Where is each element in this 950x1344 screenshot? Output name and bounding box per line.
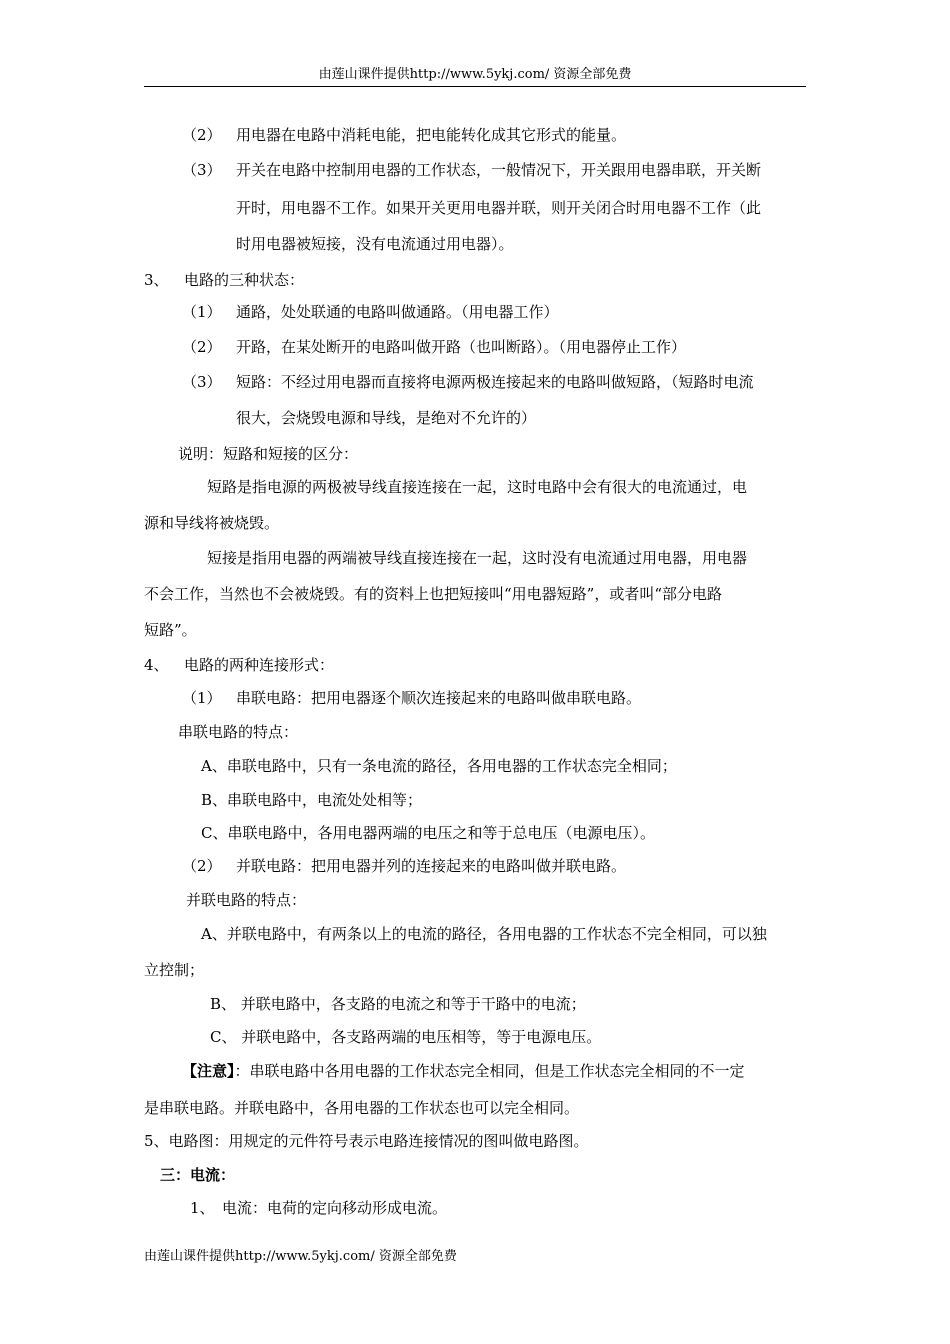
state-2	[144, 337, 806, 357]
item-text: 开路，在某处断开的电路叫做开路（也叫断路）。（用电器停止工作）	[236, 338, 687, 356]
short-connect-paragraph-cont: 短路”。	[144, 621, 197, 639]
short-circuit-paragraph: 短路是指电源的两极被导线直接连接在一起，这时电路中会有很大的电流通过，电	[207, 478, 748, 496]
attention-label: 【注意】	[182, 1062, 235, 1080]
item-number: （2）	[182, 126, 222, 144]
note-title: 说明：短路和短接的区分：	[178, 445, 359, 463]
series-definition	[144, 688, 806, 708]
section-current-heading: 三：电流：	[160, 1166, 236, 1184]
parallel-feature-a-cont: 立控制；	[144, 961, 205, 979]
item-number: （3）	[182, 373, 222, 391]
parallel-feature-c: C、 并联电路中，各支路两端的电压相等，等于电源电压。	[210, 1028, 602, 1046]
series-feature-a: A、串联电路中，只有一条电流的路径，各用电器的工作状态完全相同；	[201, 757, 677, 775]
current-item-1	[190, 1198, 852, 1218]
short-circuit-paragraph-cont: 源和导线将被烧毁。	[144, 514, 280, 532]
series-feature-b: B、串联电路中，电流处处相等；	[201, 791, 423, 809]
item-text: 电流：电荷的定向移动形成电流。	[222, 1199, 448, 1217]
parallel-feature-a: A、并联电路中，有两条以上的电流的路径，各用电器的工作状态不完全相同，可以独	[201, 925, 767, 943]
parallel-feature-b: B、 并联电路中，各支路的电流之和等于干路中的电流；	[210, 995, 586, 1013]
section-4-heading	[144, 655, 806, 675]
attention-note-cont: 是串联电路。并联电路中，各用电器的工作状态也可以完全相同。	[144, 1099, 580, 1117]
item-number: （1）	[182, 303, 222, 321]
parallel-features-title: 并联电路的特点：	[186, 891, 307, 909]
page-header: 由莲山课件提供http://www.5ykj.com/ 资源全部免费	[318, 67, 632, 82]
item-2	[144, 125, 806, 145]
item-text: 开关在电路中控制用电器的工作状态，一般情况下，开关跟用电器串联，开关断	[236, 161, 762, 179]
item-text: 通路，处处联通的电路叫做通路。（用电器工作）	[236, 303, 559, 321]
item-text: 用电器在电路中消耗电能，把电能转化成其它形式的能量。	[236, 126, 627, 144]
item-3	[144, 160, 806, 180]
series-feature-c: C、串联电路中，各用电器两端的电压之和等于总电压（电源电压）。	[201, 824, 655, 842]
item-number: 1、	[190, 1199, 215, 1217]
section-3-heading	[144, 270, 806, 290]
item-number: （2）	[182, 857, 222, 875]
state-3-continuation: 很大，会烧毁电源和导线，是绝对不允许的）	[236, 409, 537, 427]
item-number: （2）	[182, 338, 222, 356]
header-divider	[144, 86, 806, 87]
item-number: （1）	[182, 689, 222, 707]
short-connect-paragraph: 短接是指用电器的两端被导线直接连接在一起，这时没有电流通过用电器，用电器	[207, 549, 748, 567]
state-1	[144, 302, 806, 322]
item-text: 串联电路：把用电器逐个顺次连接起来的电路叫做串联电路。	[236, 689, 642, 707]
item-3-continuation: 时用电器被短接，没有电流通过用电器）。	[236, 235, 514, 253]
section-number: 4、	[144, 656, 169, 674]
parallel-definition	[144, 856, 806, 876]
series-features-title: 串联电路的特点：	[178, 723, 299, 741]
section-number: 3、	[144, 271, 169, 289]
item-3-continuation: 开时，用电器不工作。如果开关更用电器并联，则开关闭合时用电器不工作（此	[236, 199, 762, 217]
attention-note	[182, 1061, 806, 1081]
item-text: 并联电路：把用电器并列的连接起来的电路叫做并联电路。	[236, 857, 627, 875]
state-3	[144, 372, 806, 392]
section-title: 电路的两种连接形式：	[184, 656, 335, 674]
section-5: 5、电路图：用规定的元件符号表示电路连接情况的图叫做电路图。	[144, 1132, 589, 1150]
item-text: 短路：不经过用电器而直接将电源两极连接起来的电路叫做短路，（短路时电流	[236, 373, 754, 391]
item-number: （3）	[182, 161, 222, 179]
page-footer: 由莲山课件提供http://www.5ykj.com/ 资源全部免费	[144, 1249, 457, 1264]
section-title: 电路的三种状态：	[184, 271, 305, 289]
attention-text: ：串联电路中各用电器的工作状态完全相同，但是工作状态完全相同的不一定	[234, 1062, 745, 1080]
short-connect-paragraph-cont: 不会工作，当然也不会被烧毁。有的资料上也把短接叫“用电器短路”，或者叫“部分电路	[144, 585, 723, 603]
